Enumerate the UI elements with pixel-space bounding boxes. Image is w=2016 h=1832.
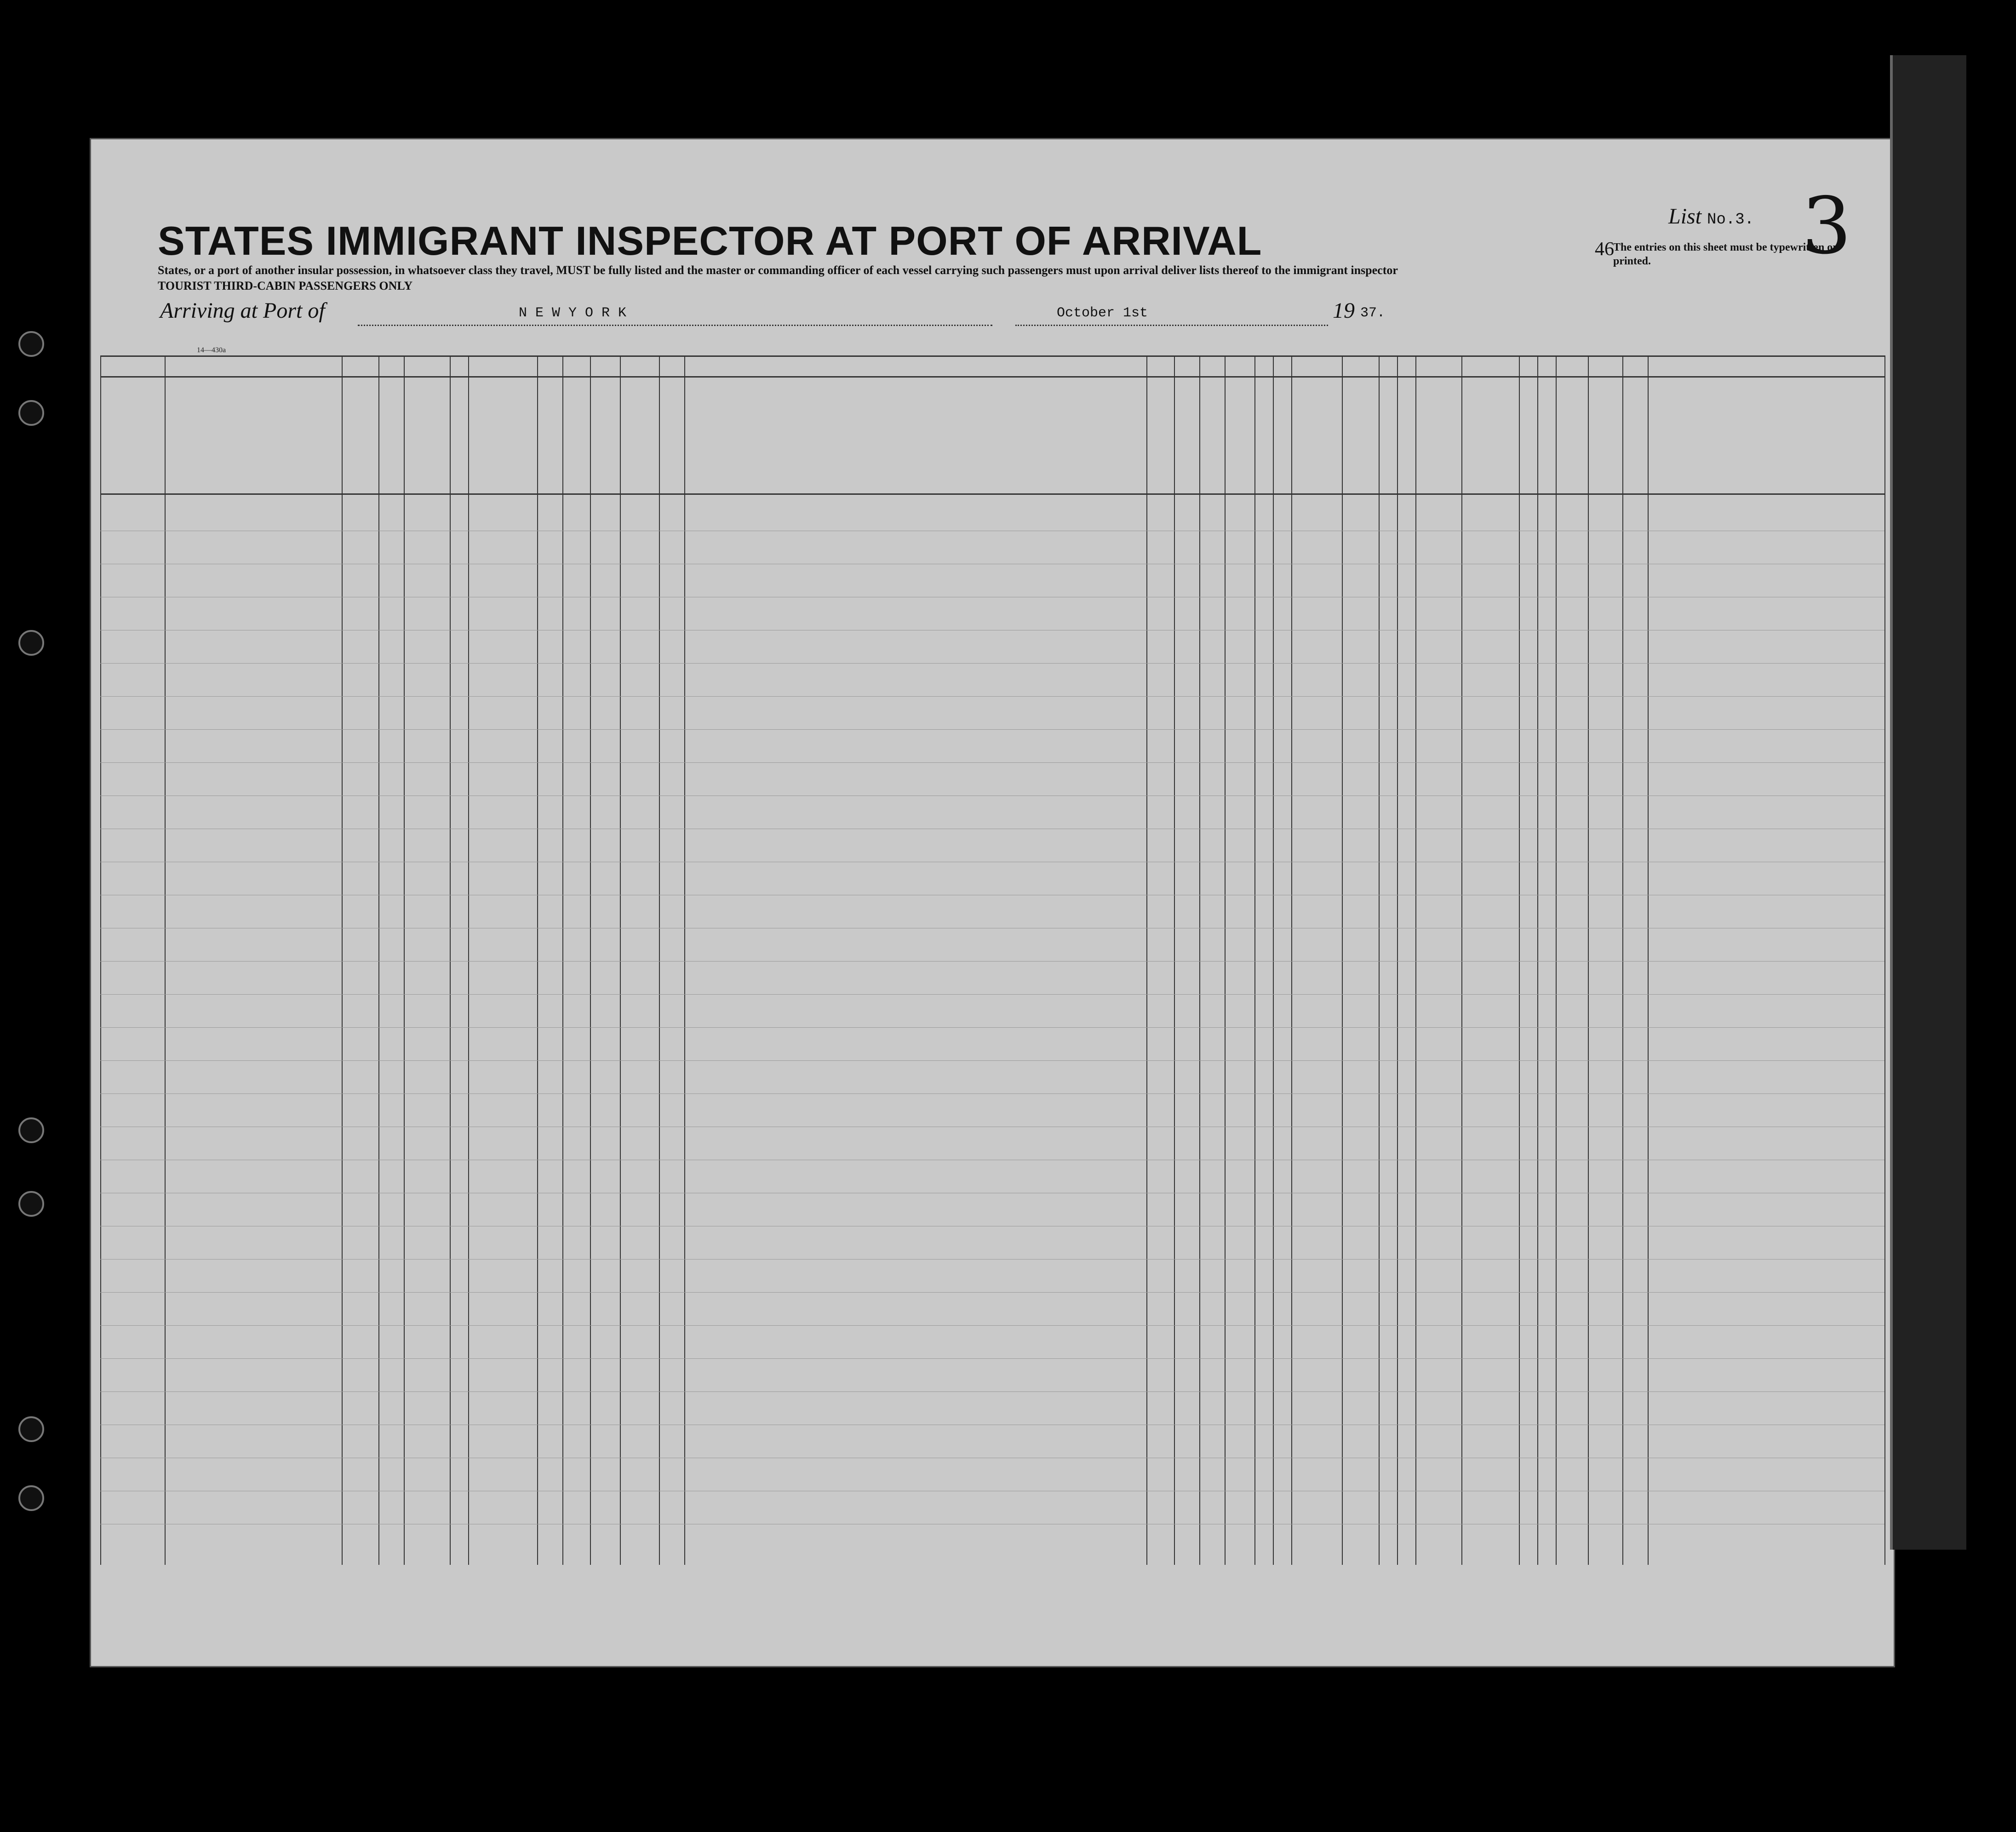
row-rule — [100, 696, 1884, 697]
column-header-31 — [1399, 381, 1414, 489]
manifest-sheet — [90, 138, 1895, 1667]
year-prefix: 19 — [1333, 298, 1355, 323]
page-number: 46 — [1595, 239, 1614, 260]
port-row — [160, 298, 1895, 330]
column-rule — [1415, 355, 1416, 1565]
row-rule — [100, 1292, 1884, 1293]
column-rule — [1588, 355, 1589, 1565]
column-rule — [1174, 355, 1175, 1565]
column-rule — [1519, 355, 1520, 1565]
row-rule — [100, 762, 1884, 763]
column-rule — [620, 355, 621, 1565]
intro-line: States, or a port of another insular possession, in whatsoever class they travel, MUST be fully listed and the master or commanding officer of each vessel carrying such passengers must upon arrival deliver lists thereof to the immigrant inspector — [158, 263, 1398, 277]
column-rule — [404, 355, 405, 1565]
port-value: N E W Y O R K — [519, 305, 627, 321]
list-label: List — [1668, 204, 1702, 229]
row-rule — [100, 1358, 1884, 1359]
column-rule — [342, 355, 343, 1565]
column-rule — [100, 355, 101, 1565]
column-rule — [562, 355, 563, 1565]
column-rule — [1379, 355, 1380, 1565]
column-rule — [1146, 355, 1147, 1565]
column-rule — [1537, 355, 1538, 1565]
row-rule — [100, 1325, 1884, 1326]
binder-hole — [18, 630, 44, 656]
column-rule — [1556, 355, 1557, 1565]
column-rule — [1397, 355, 1398, 1565]
binder-hole — [18, 1485, 44, 1511]
adjacent-page-edge — [1890, 55, 1966, 1550]
row-rule — [100, 729, 1884, 730]
class-line: TOURIST THIRD-CABIN PASSENGERS ONLY — [158, 279, 413, 292]
row-rule — [100, 961, 1884, 962]
column-header-21 — [539, 381, 561, 489]
column-rule — [378, 355, 379, 1565]
column-header-28 — [1293, 381, 1340, 489]
binder-hole — [18, 1191, 44, 1217]
column-rule — [1648, 355, 1649, 1565]
intro-text — [158, 263, 1675, 294]
column-rule — [1342, 355, 1343, 1565]
column-header-29 — [1344, 381, 1377, 489]
entries-note: The entries on this sheet must be typewritten or printed. — [1613, 241, 1838, 267]
column-header-25 — [1226, 381, 1253, 489]
row-rule — [100, 1259, 1884, 1260]
column-rule — [1461, 355, 1462, 1565]
year-suffix: 37. — [1360, 305, 1386, 321]
binder-hole — [18, 1416, 44, 1442]
header-rule — [100, 493, 1884, 495]
binder-hole — [18, 331, 44, 357]
header-rule — [100, 376, 1884, 378]
row-rule — [100, 1027, 1884, 1028]
handwritten-list-number: 3 — [1802, 181, 1852, 272]
column-rule — [1199, 355, 1200, 1565]
column-rule — [1291, 355, 1292, 1565]
manifest-table — [100, 355, 1884, 1565]
column-rule — [1622, 355, 1623, 1565]
column-rule — [1884, 355, 1885, 1565]
column-rule — [450, 355, 451, 1565]
form-number: 14—430a — [197, 346, 226, 354]
column-rule — [659, 355, 660, 1565]
column-rule — [468, 355, 469, 1565]
row-rule — [100, 1391, 1884, 1392]
header-rule — [100, 355, 1884, 357]
binder-hole — [18, 1117, 44, 1143]
column-rule — [1254, 355, 1255, 1565]
column-header-27 — [1275, 381, 1289, 489]
port-label: Arriving at Port of — [160, 298, 325, 323]
column-rule — [165, 355, 166, 1565]
column-rule — [590, 355, 591, 1565]
column-rule — [684, 355, 685, 1565]
column-rule — [537, 355, 538, 1565]
row-rule — [100, 994, 1884, 995]
page-title: STATES IMMIGRANT INSPECTOR AT PORT OF ARRIVAL — [158, 218, 1262, 263]
row-rule — [100, 1060, 1884, 1061]
list-number — [1668, 204, 1754, 229]
column-rule — [1273, 355, 1274, 1565]
binder-hole — [18, 400, 44, 426]
row-rule — [100, 1093, 1884, 1094]
row-rule — [100, 663, 1884, 664]
column-rule — [1225, 355, 1226, 1565]
column-header-19 — [452, 381, 466, 489]
list-number-value: No.3. — [1707, 211, 1754, 229]
date-value: October 1st — [1057, 305, 1148, 321]
column-header-26 — [1256, 381, 1271, 489]
column-header-30 — [1380, 381, 1395, 489]
